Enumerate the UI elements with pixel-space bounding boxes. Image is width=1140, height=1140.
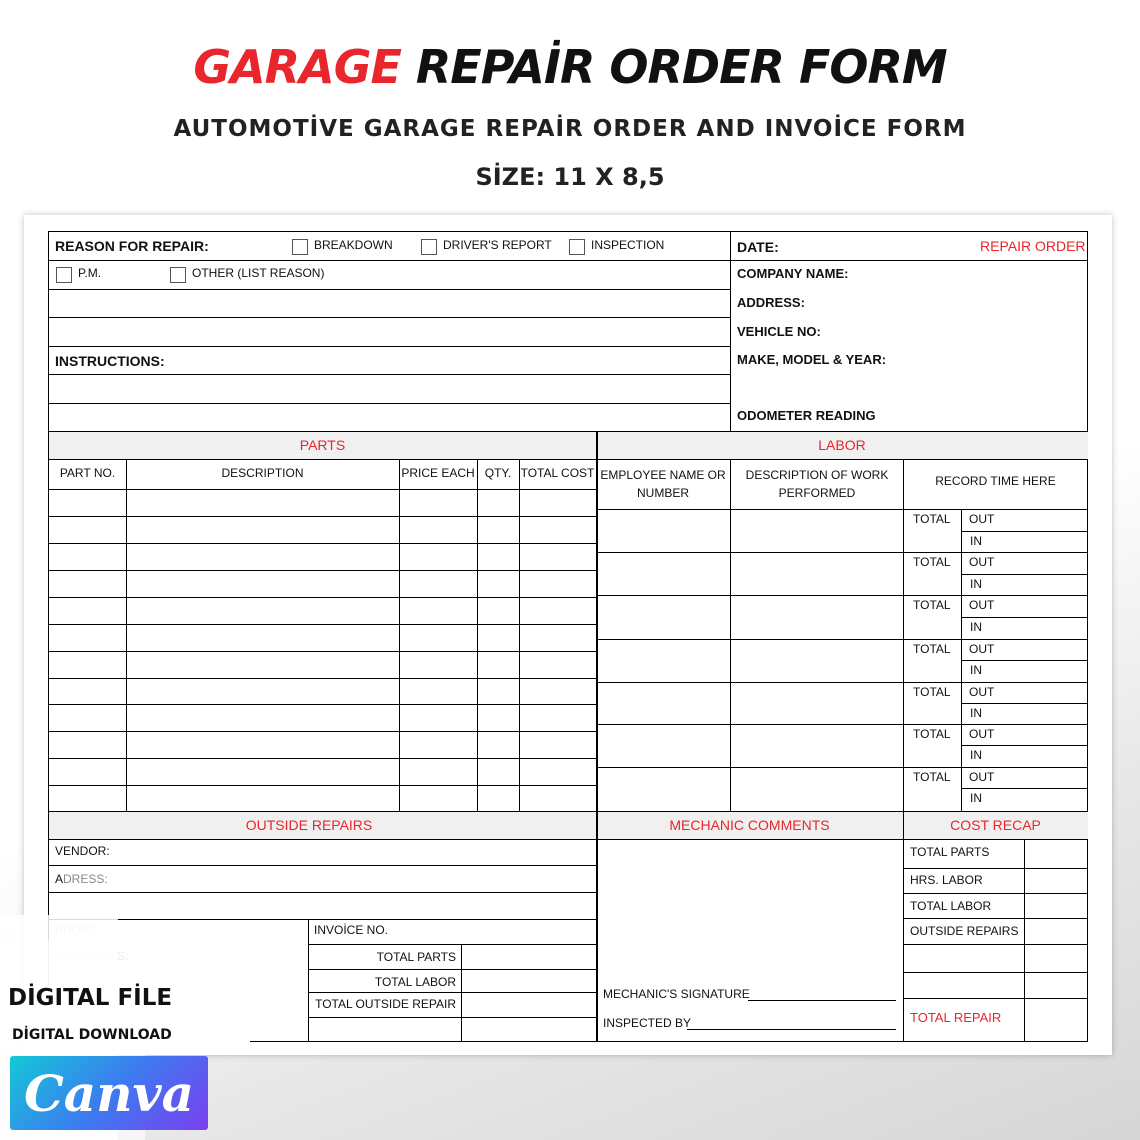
- reason-label: REASON FOR REPAIR:: [55, 238, 209, 254]
- labor-out-label: OUT: [969, 727, 995, 741]
- labor-out-label: OUT: [969, 555, 995, 569]
- labor-in-label: IN: [970, 748, 982, 762]
- pm-label: P.M.: [78, 266, 102, 280]
- col-work-description: DESCRIPTION OF WORK PERFORMED: [745, 468, 889, 500]
- labor-out-label: OUT: [969, 770, 995, 784]
- canva-logo: Canva: [10, 1056, 208, 1130]
- col-total-cost: TOTAL COST: [520, 466, 595, 480]
- labor-out-label: OUT: [969, 642, 995, 656]
- repair-order-form: [48, 231, 1088, 1042]
- drivers-report-label: DRIVER'S REPORT: [443, 238, 552, 252]
- inspected-by-line[interactable]: [687, 1029, 896, 1030]
- mechanic-comments-title: MECHANIC COMMENTS: [669, 817, 830, 833]
- vehicle-no-label: VEHICLE NO:: [737, 324, 821, 339]
- recap-hrs-labor: HRS. LABOR: [910, 873, 983, 887]
- recap-total-repair: TOTAL REPAIR: [910, 1010, 1002, 1025]
- page-subtitle: AUTOMOTİVE GARAGE REPAİR ORDER AND INVOİCE FORM: [173, 116, 967, 142]
- outside-total-parts-label: TOTAL PARTS: [376, 950, 456, 964]
- digital-file-label: DİGITAL FİLE: [8, 985, 173, 1011]
- col-employee: EMPLOYEE NAME OR NUMBER: [600, 468, 726, 500]
- labor-total-label: TOTAL: [913, 598, 951, 612]
- col-description: DESCRIPTION: [221, 466, 304, 480]
- outside-total-repair-label: TOTAL OUTSIDE REPAIR: [315, 997, 456, 1011]
- address-label: ADDRESS:: [737, 295, 805, 310]
- breakdown-checkbox[interactable]: [292, 239, 308, 255]
- inspected-by-label: INSPECTED BY: [603, 1016, 692, 1030]
- make-model-year-label: MAKE, MODEL & YEAR:: [737, 352, 887, 367]
- cost-recap-title: COST RECAP: [950, 817, 1041, 833]
- col-part-no: PART NO.: [59, 466, 116, 480]
- outside-total-labor-label: TOTAL LABOR: [374, 975, 456, 989]
- outside-repairs-title: OUTSIDE REPAIRS: [245, 817, 373, 833]
- labor-in-label: IN: [970, 534, 982, 548]
- recap-total-parts: TOTAL PARTS: [910, 845, 990, 859]
- odometer-label: ODOMETER READING: [737, 408, 876, 423]
- mechanic-signature-label: MECHANIC'S SIGNATURE: [603, 987, 750, 1001]
- col-record-time: RECORD TIME HERE: [935, 474, 1056, 488]
- drivers-report-checkbox[interactable]: [421, 239, 437, 255]
- col-price-each: PRICE EACH: [401, 466, 475, 480]
- digital-download-label: DİGITAL DOWNLOAD: [12, 1027, 172, 1043]
- inspection-checkbox[interactable]: [569, 239, 585, 255]
- mechanic-signature-line[interactable]: [748, 1000, 896, 1001]
- labor-in-label: IN: [970, 706, 982, 720]
- other-label: OTHER (LIST REASON): [192, 266, 325, 280]
- vendor-label: VENDOR:: [55, 844, 110, 858]
- labor-title: LABOR: [818, 437, 866, 453]
- repair-order-label: REPAIR ORDER: [980, 238, 1086, 254]
- pm-checkbox[interactable]: [56, 267, 72, 283]
- labor-out-label: OUT: [969, 685, 995, 699]
- page-title: GARAGE REPAİR ORDER FORM: [193, 40, 947, 94]
- invoice-no-label: INVOİCE NO.: [314, 923, 389, 937]
- recap-total-labor: TOTAL LABOR: [910, 899, 992, 913]
- labor-in-label: IN: [970, 577, 982, 591]
- col-qty: QTY.: [484, 466, 512, 480]
- other-checkbox[interactable]: [170, 267, 186, 283]
- labor-total-label: TOTAL: [913, 770, 951, 784]
- labor-in-label: IN: [970, 663, 982, 677]
- labor-out-label: OUT: [969, 512, 995, 526]
- labor-total-label: TOTAL: [913, 685, 951, 699]
- labor-total-label: TOTAL: [913, 555, 951, 569]
- labor-in-label: IN: [970, 620, 982, 634]
- instructions-label: INSTRUCTIONS:: [55, 353, 165, 369]
- labor-total-label: TOTAL: [913, 727, 951, 741]
- labor-in-label: IN: [970, 791, 982, 805]
- labor-out-label: OUT: [969, 598, 995, 612]
- labor-total-label: TOTAL: [913, 512, 951, 526]
- page-size-label: SİZE: 11 X 8,5: [475, 163, 665, 191]
- breakdown-label: BREAKDOWN: [314, 238, 393, 252]
- recap-outside-repairs: OUTSIDE REPAIRS: [910, 924, 1019, 938]
- outside-address-label: ADRESS:: [55, 872, 108, 886]
- date-label: DATE:: [737, 239, 779, 255]
- inspection-label: INSPECTION: [591, 238, 665, 252]
- labor-total-label: TOTAL: [913, 642, 951, 656]
- parts-title: PARTS: [299, 437, 346, 453]
- company-name-label: COMPANY NAME:: [737, 266, 849, 281]
